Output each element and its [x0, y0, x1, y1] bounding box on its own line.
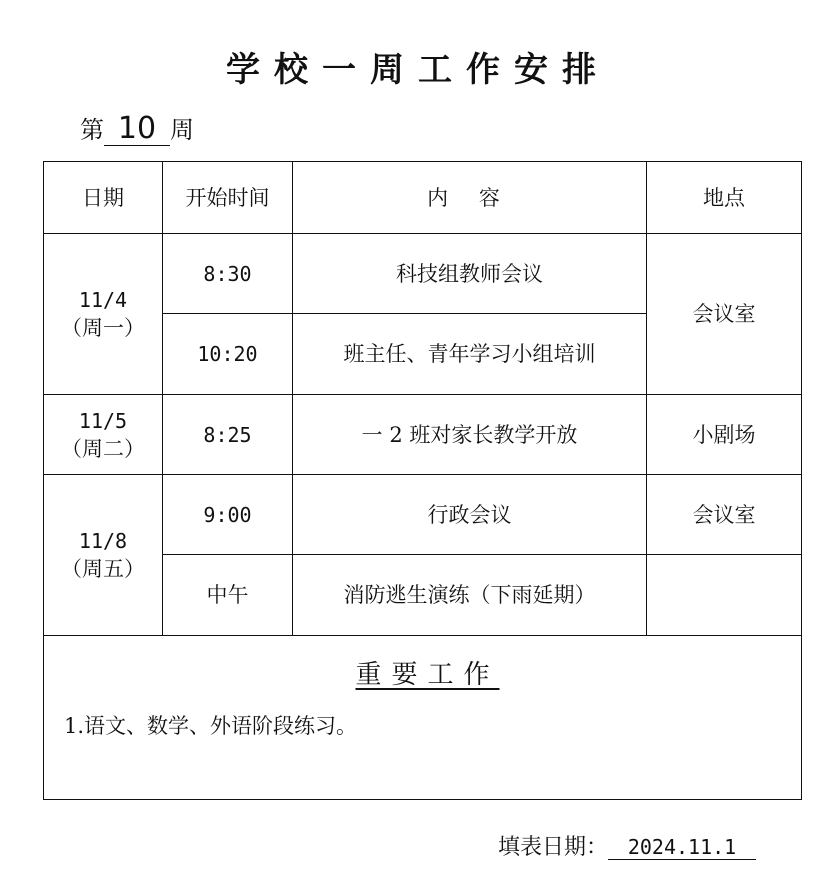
weekday-value: （周二）	[61, 436, 145, 461]
week-number: 10	[104, 113, 170, 146]
header-content: 内 容	[293, 162, 647, 234]
week-suffix: 周	[170, 116, 194, 144]
time-cell: 10:20	[163, 314, 293, 395]
fill-date-value: 2024.11.1	[608, 835, 756, 860]
date-cell	[44, 475, 163, 636]
location-cell: 会议室	[647, 475, 802, 555]
fill-date-label: 填表日期：	[498, 835, 609, 860]
date-cell	[44, 234, 163, 395]
header-start-time: 开始时间	[163, 162, 293, 234]
week-label	[80, 110, 194, 146]
location-cell: 小剧场	[647, 395, 802, 475]
content-cell: 班主任、青年学习小组培训	[293, 314, 647, 395]
schedule-table	[43, 161, 802, 800]
content-cell: 一 2 班对家长教学开放	[293, 395, 647, 475]
content-cell: 科技组教师会议	[293, 234, 647, 314]
content-cell: 行政会议	[293, 475, 647, 555]
important-work-cell	[44, 636, 802, 800]
time-cell: 中午	[163, 555, 293, 636]
important-work-title: 重要工作	[355, 660, 500, 690]
week-prefix: 第	[80, 116, 104, 144]
table-header-row	[44, 162, 802, 234]
weekday-value: （周一）	[61, 316, 145, 340]
date-value: 11/8	[78, 529, 128, 553]
table-row	[44, 475, 802, 555]
date-value: 11/5	[78, 408, 128, 433]
fill-date	[498, 830, 756, 861]
weekday-value: （周五）	[61, 557, 145, 581]
table-row	[44, 395, 802, 475]
time-cell: 8:30	[163, 234, 293, 314]
page-title: 学校一周工作安排	[226, 50, 610, 90]
date-value: 11/4	[78, 288, 128, 312]
important-work-row	[44, 636, 802, 800]
header-location: 地点	[647, 162, 802, 234]
header-date: 日期	[44, 162, 163, 234]
time-cell: 9:00	[163, 475, 293, 555]
location-cell	[647, 555, 802, 636]
time-cell: 8:25	[163, 395, 293, 475]
location-cell: 会议室	[647, 234, 802, 395]
table-row	[44, 234, 802, 314]
content-cell: 消防逃生演练（下雨延期）	[293, 555, 647, 636]
date-cell	[44, 395, 163, 475]
important-work-item: 1.语文、数学、外语阶段练习。	[64, 714, 358, 738]
